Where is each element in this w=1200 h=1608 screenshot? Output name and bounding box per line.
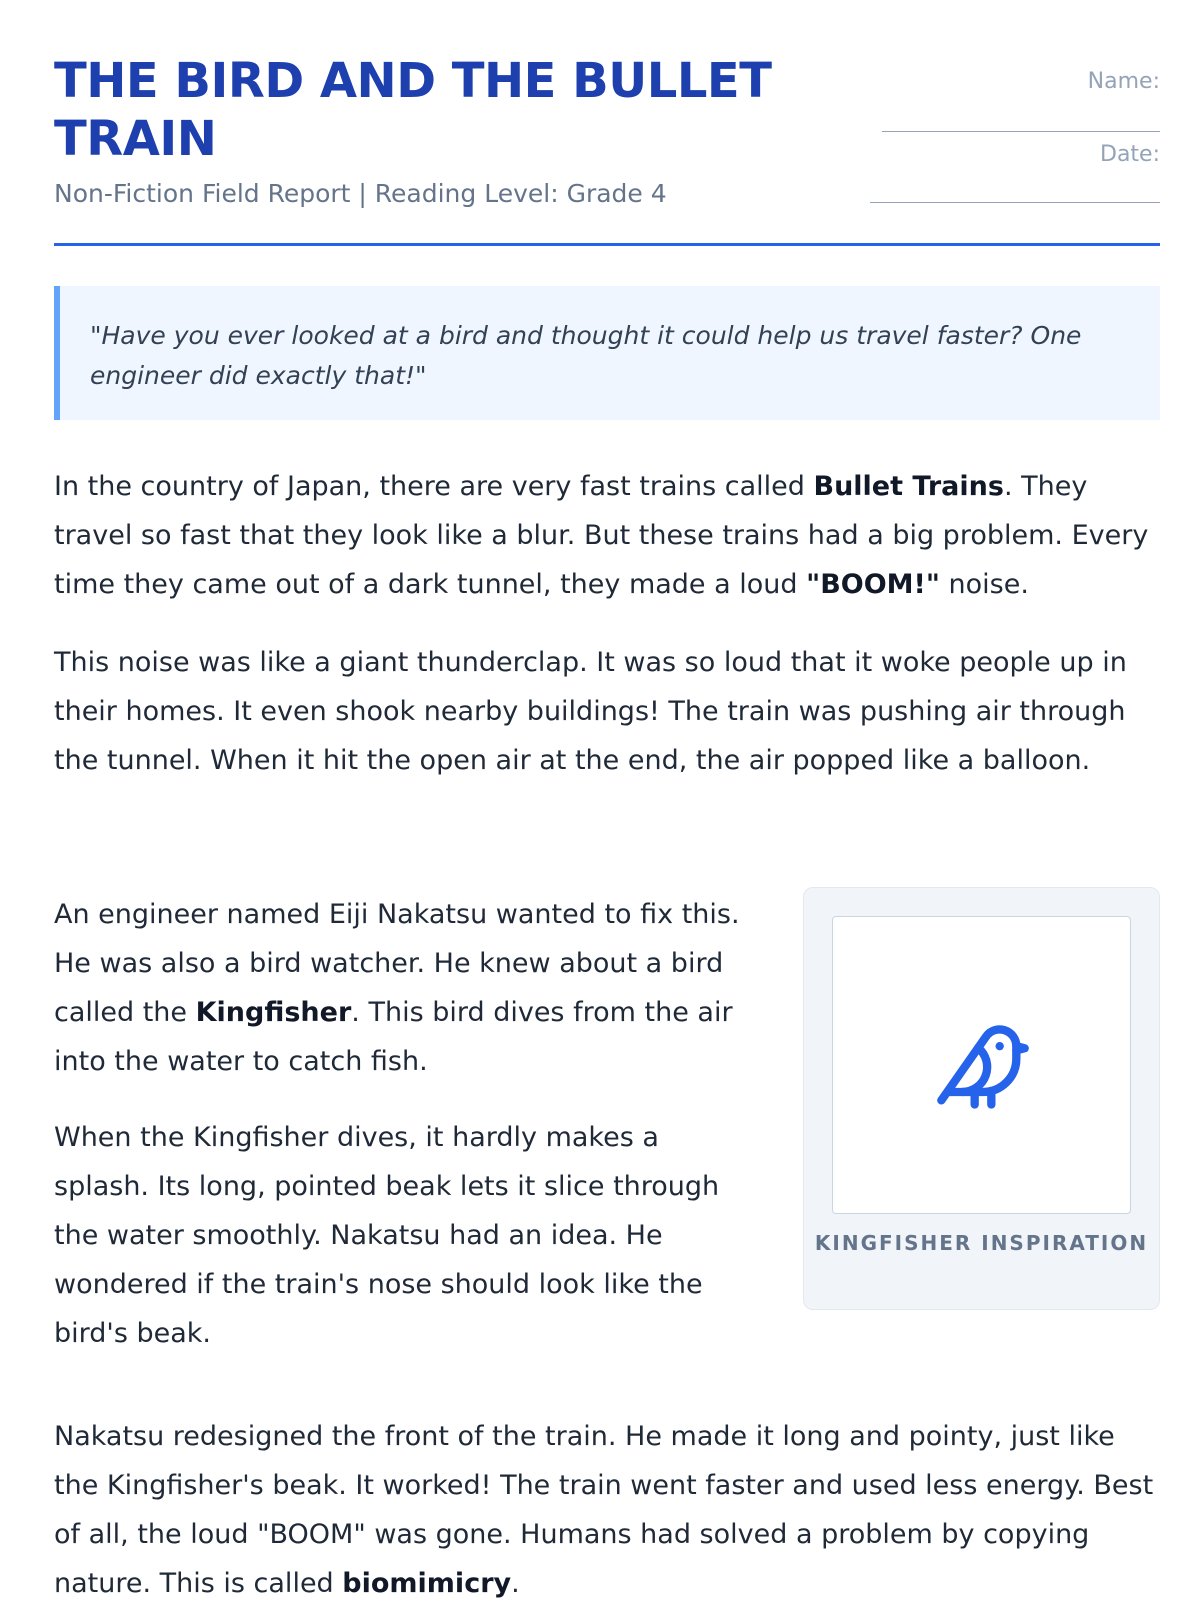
bird-icon [933, 1017, 1033, 1117]
term-boom: "BOOM!" [806, 569, 940, 600]
page-subtitle: Non-Fiction Field Report | Reading Level: Grade 4 [54, 179, 667, 208]
date-blank-line[interactable] [870, 202, 1160, 203]
page-title: THE BIRD AND THE BULLET TRAIN [54, 53, 772, 167]
term-kingfisher: Kingfisher [195, 997, 352, 1028]
kingfisher-figure [803, 887, 1160, 1310]
name-blank-line[interactable] [882, 131, 1160, 132]
worksheet-page [54, 0, 1160, 1600]
term-bullet-trains: Bullet Trains [813, 471, 1004, 502]
date-label: Date: [1100, 142, 1160, 167]
paragraph-text: An engineer named Eiji Nakatsu wanted to fix this. He was also a bird watcher. He knew about a bird called the [54, 899, 740, 1028]
paragraph-text: noise. [939, 569, 1029, 600]
intro-quote [54, 286, 1160, 420]
paragraph-bullet-trains [54, 462, 1164, 609]
paragraph-text: . [511, 1568, 520, 1599]
paragraph-thunderclap: This noise was like a giant thunderclap. It was so loud that it woke people up in their homes. It even shook nearby buildings! The train was pushing air through the tunnel. When it hit the open air at the end, the air popped like a balloon. [54, 647, 1127, 776]
paragraph-text: . This bird dives from the air into the water to catch fish. [54, 997, 733, 1077]
figure-caption: KINGFISHER INSPIRATION [814, 1231, 1149, 1255]
term-biomimicry: biomimicry [342, 1568, 512, 1599]
paragraph-engineer [54, 890, 754, 1086]
intro-quote-text: "Have you ever looked at a bird and thought it could help us travel faster? One engineer did exactly that!" [90, 321, 1082, 390]
paragraph-text: . They travel so fast that they look like a blur. But these trains had a big problem. Every time they came out of a dark tunnel, they made a loud [54, 471, 1149, 600]
paragraph-biomimicry [54, 1412, 1160, 1608]
paragraph-text: In the country of Japan, there are very fast trains called [54, 471, 814, 502]
header [54, 52, 1160, 246]
paragraph-kingfisher-dive: When the Kingfisher dives, it hardly makes a splash. Its long, pointed beak lets it slice through the water smoothly. Nakatsu had an idea. He wondered if the train's nose should look like the bird's beak. [54, 1122, 720, 1349]
figure-image-frame [832, 916, 1131, 1214]
name-date-fields [860, 62, 1160, 212]
name-label: Name: [1087, 69, 1160, 94]
paragraph-text: Nakatsu redesigned the front of the train. He made it long and pointy, just like the Kingfisher's beak. It worked! The train went faster and used less energy. Best of all, the loud "BOOM" was gone. Humans had solved a problem by copying nature. This is called [54, 1421, 1154, 1599]
